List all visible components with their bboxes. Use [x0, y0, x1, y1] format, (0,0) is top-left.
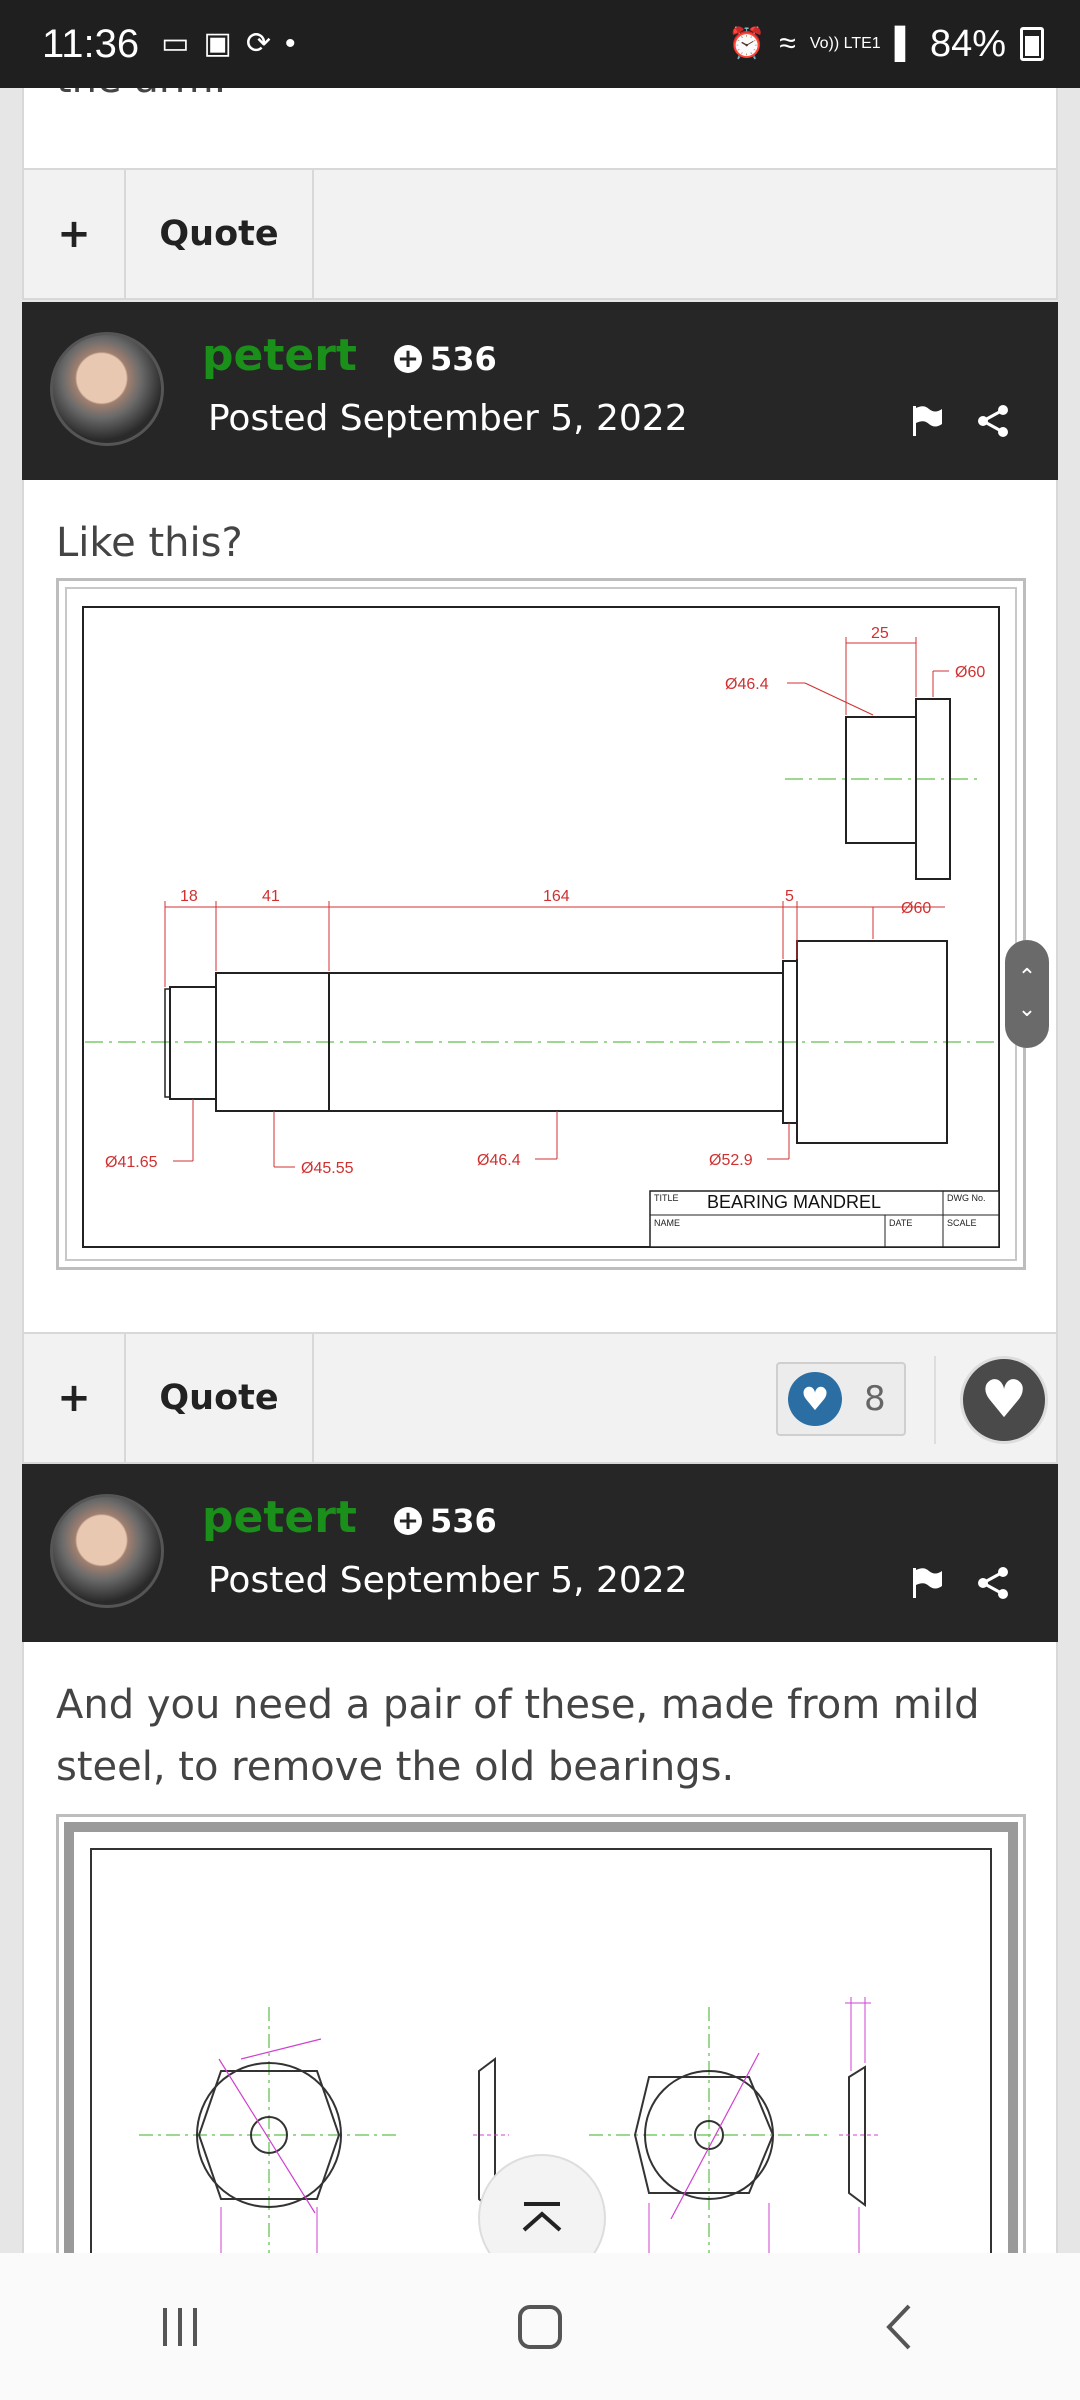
reputation-count: 536: [430, 1502, 497, 1540]
dim-d52-9: Ø52.9: [709, 1152, 753, 1169]
flag-icon[interactable]: [910, 404, 944, 438]
system-nav-bar: [0, 2253, 1080, 2400]
plus-circle-icon: +: [394, 345, 422, 373]
dim-5: 5: [785, 888, 794, 905]
share-icon[interactable]: [976, 404, 1010, 438]
multiquote-button[interactable]: +: [24, 1334, 126, 1462]
quote-button[interactable]: Quote: [126, 1334, 314, 1462]
back-button[interactable]: [840, 2287, 960, 2367]
post-date[interactable]: Posted September 5, 2022: [208, 398, 688, 439]
title-label: TITLE: [654, 1193, 679, 1203]
battery-percent: 84%: [929, 22, 1006, 65]
dwg-no-label: DWG No.: [947, 1193, 986, 1203]
post-header: [22, 1464, 1058, 1642]
post-action-bar: [22, 1332, 1058, 1464]
scale-label: SCALE: [947, 1218, 977, 1228]
back-icon: [875, 2302, 925, 2352]
dim-18: 18: [180, 888, 198, 905]
signal-icon: ▌: [894, 27, 916, 60]
home-button[interactable]: [480, 2287, 600, 2367]
status-bar: [0, 0, 1080, 88]
fast-scroll-handle[interactable]: [1005, 940, 1049, 1048]
quote-button[interactable]: Quote: [126, 170, 314, 298]
battery-icon: [1020, 27, 1044, 61]
back-to-top-icon: [518, 2200, 566, 2236]
dim-d46-4-top: Ø46.4: [725, 676, 769, 693]
post-text: And you need a pair of these, made from mild steel, to remove the old bearings.: [56, 1682, 980, 1790]
post-action-bar: [22, 168, 1058, 300]
dim-41: 41: [262, 888, 280, 905]
reputation-count: 536: [430, 340, 497, 378]
alarm-icon: ⏰: [728, 27, 766, 60]
share-icon[interactable]: [976, 1566, 1010, 1600]
name-label: NAME: [654, 1218, 681, 1228]
status-time: 11:36: [42, 21, 140, 66]
post-text: Like this?: [56, 520, 243, 566]
recent-apps-icon: [155, 2302, 205, 2352]
date-label: DATE: [889, 1218, 913, 1228]
dot-icon: •: [285, 27, 296, 60]
flag-icon[interactable]: [910, 1566, 944, 1600]
network-label: Vo)) LTE1: [809, 35, 881, 52]
home-icon: [515, 2302, 565, 2352]
dim-d46-4: Ø46.4: [477, 1152, 521, 1169]
sync-icon: ⟳: [245, 27, 271, 60]
like-count: 8: [864, 1379, 886, 1419]
reputation-badge: [394, 1502, 497, 1540]
dim-d41-65: Ø41.65: [105, 1154, 158, 1171]
post-header: [22, 302, 1058, 480]
chevron-up-icon: ⌃: [1017, 965, 1037, 990]
dim-164: 164: [543, 888, 570, 905]
page-content[interactable]: [0, 88, 1080, 2253]
reaction-summary[interactable]: [776, 1362, 906, 1436]
dim-d60-top: Ø60: [955, 664, 986, 681]
chevron-down-icon: ⌄: [1017, 997, 1037, 1022]
plus-circle-icon: +: [394, 1507, 422, 1535]
gallery-icon: ▣: [203, 27, 232, 60]
recent-apps-button[interactable]: [120, 2287, 240, 2367]
dim-d45-55: Ø45.55: [301, 1160, 354, 1177]
post-date[interactable]: Posted September 5, 2022: [208, 1560, 688, 1601]
avatar[interactable]: [50, 332, 164, 446]
bearing-mandrel-drawing[interactable]: [56, 578, 1026, 1270]
dim-25: 25: [871, 625, 889, 642]
divider: [934, 1356, 936, 1444]
username-link[interactable]: petert: [202, 1492, 357, 1543]
drawing-title: BEARING MANDREL: [707, 1192, 882, 1212]
react-heart-button[interactable]: ♥: [960, 1356, 1048, 1444]
post-body: [22, 480, 1058, 1332]
username-link[interactable]: petert: [202, 330, 357, 381]
drawing-svg: [65, 587, 1017, 1261]
avatar[interactable]: [50, 1494, 164, 1608]
bag-icon: ▭: [161, 27, 190, 60]
wifi-icon: ≈: [779, 27, 796, 60]
multiquote-button[interactable]: +: [24, 170, 126, 298]
reputation-badge: [394, 340, 497, 378]
heart-icon: ♥: [788, 1372, 842, 1426]
dim-d60: Ø60: [901, 900, 932, 917]
